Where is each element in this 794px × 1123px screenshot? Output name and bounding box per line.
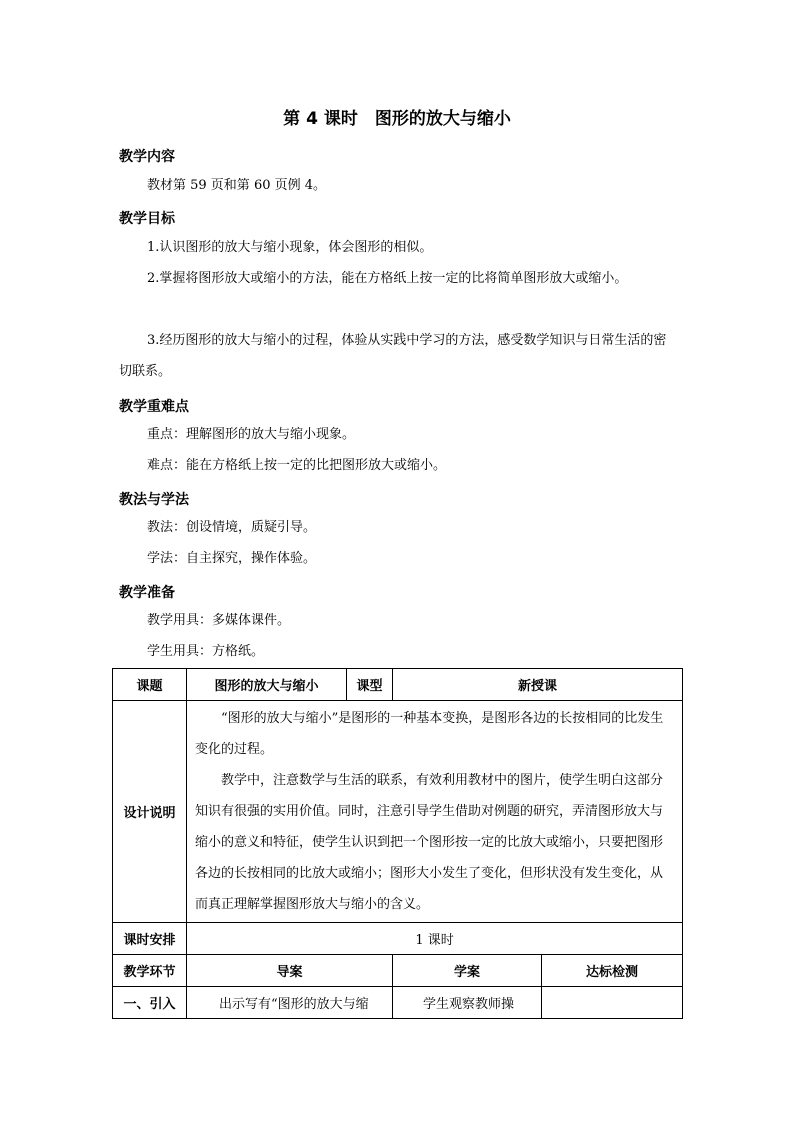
study-intro: 学生观察教师操 — [393, 987, 542, 1019]
method-item-2: 学法：自主探究，操作体验。 — [147, 551, 317, 566]
type-value: 新授课 — [393, 669, 683, 701]
table-row — [113, 987, 683, 1019]
method-item-1: 教法：创设情境，质疑引导。 — [147, 520, 317, 535]
content-text: 教材第 59 页和第 60 页例 4。 — [147, 178, 327, 193]
header-guide: 导案 — [187, 955, 393, 987]
table-row — [113, 669, 683, 701]
section-heading-goals: 教学目标 — [119, 211, 175, 227]
schedule-value: 1 课时 — [187, 923, 683, 955]
key-point-item-1: 重点：理解图形的放大与缩小现象。 — [147, 427, 356, 442]
page-title: 第 4 课时 图形的放大与缩小 — [283, 109, 511, 129]
design-label: 设计说明 — [113, 701, 187, 923]
table-row — [113, 955, 683, 987]
topic-value: 图形的放大与缩小 — [187, 669, 347, 701]
topic-label: 课题 — [113, 669, 187, 701]
design-paragraph-1: “图形的放大与缩小”是图形的一种基本变换，是图形各边的长按相同的比发生变化的过程。 — [195, 711, 664, 757]
table-row — [113, 923, 683, 955]
design-paragraph-2: 教学中，注意数学与生活的联系，有效利用教材中的图片，使学生明白这部分知识有很强的实用价值。同时，注意引导学生借助对例题的研究，弄清图形放大与缩小的意义和特征，使学生认识到把一个图形按一定的比放大或缩小，只要把图形各边的长按相同的比放大或缩小；图形大小发生了变化，但形状没有发生变化，从而真正理解掌握图形放大与缩小的含义。 — [195, 773, 664, 912]
section-heading-key-points: 教学重难点 — [119, 399, 189, 415]
section-heading-content: 教学内容 — [119, 149, 175, 165]
key-point-item-2: 难点：能在方格纸上按一定的比把图形放大或缩小。 — [147, 458, 447, 473]
stage-intro: 一、引入 — [113, 987, 187, 1019]
type-label: 课型 — [347, 669, 393, 701]
header-stage: 教学环节 — [113, 955, 187, 987]
header-check: 达标检测 — [542, 955, 683, 987]
prep-item-2: 学生用具：方格纸。 — [147, 644, 265, 659]
table-row — [113, 701, 683, 923]
section-heading-prep: 教学准备 — [119, 585, 175, 601]
design-description — [187, 701, 683, 923]
guide-intro: 出示写有“图形的放大与缩 — [187, 987, 393, 1019]
section-heading-methods: 教法与学法 — [119, 492, 189, 508]
prep-item-1: 教学用具：多媒体课件。 — [147, 613, 291, 628]
lesson-table — [112, 668, 683, 1019]
goal-item-1: 1.认识图形的放大与缩小现象，体会图形的相似。 — [147, 240, 433, 255]
check-intro — [542, 987, 683, 1019]
goal-item-3: 3.经历图形的放大与缩小的过程，体验从实践中学习的方法，感受数学知识与日常生活的密切联系。 — [119, 333, 667, 379]
header-study: 学案 — [393, 955, 542, 987]
goal-item-2: 2.掌握将图形放大或缩小的方法，能在方格纸上按一定的比将简单图形放大或缩小。 — [147, 271, 628, 286]
schedule-label: 课时安排 — [113, 923, 187, 955]
